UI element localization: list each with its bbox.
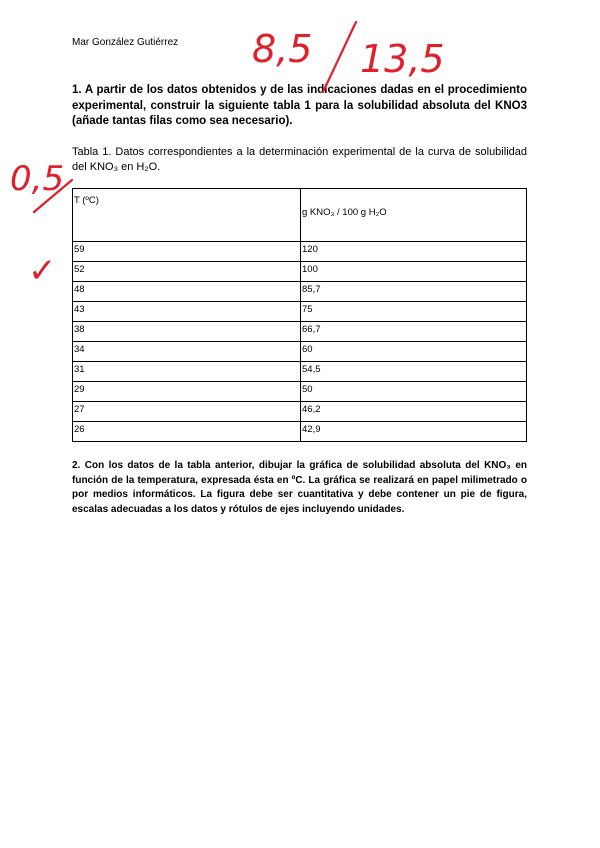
table-row xyxy=(73,382,527,402)
table-row xyxy=(73,262,527,282)
solubility-cell: 50 xyxy=(301,382,527,402)
checkmark-icon: ✓ xyxy=(28,251,57,291)
solubility-cell: 66,7 xyxy=(301,322,527,342)
temperature-cell: 59 xyxy=(73,242,301,262)
header-temperature: T (ºC) xyxy=(73,189,301,242)
solubility-cell: 60 xyxy=(301,342,527,362)
table-row xyxy=(73,402,527,422)
temperature-cell: 43 xyxy=(73,302,301,322)
author-name: Mar González Gutiérrez xyxy=(72,37,179,48)
partial-grade: 0,5 xyxy=(10,159,65,199)
solubility-cell: 85,7 xyxy=(301,282,527,302)
question-2: 2. Con los datos de la tabla anterior, dibujar la gráfica de solubilidad absoluta del KNO₃ en función de la temperatura, expresada ésta en ºC. La gráfica se realizará en papel milimetrado o por medios informáticos. La figura debe ser cuantitativa y debe contener un pie de figura, escalas adecuadas a los datos y rótulos de ejes incluyendo unidades. xyxy=(72,460,527,515)
grade-slash-stroke xyxy=(323,22,356,92)
total-grade-numerator: 8,5 xyxy=(252,27,313,71)
solubility-cell: 42,9 xyxy=(301,422,527,442)
table-row xyxy=(73,362,527,382)
table-row xyxy=(73,242,527,262)
table-row xyxy=(73,342,527,362)
table-row xyxy=(73,302,527,322)
temperature-cell: 31 xyxy=(73,362,301,382)
header-solubility xyxy=(301,189,527,242)
partial-grade-underline xyxy=(34,180,72,212)
table-header-row xyxy=(73,189,527,242)
table-row xyxy=(73,282,527,302)
solubility-table xyxy=(72,188,527,442)
total-grade-denominator: 13,5 xyxy=(360,37,445,81)
question-1: 1. A partir de los datos obtenidos y de las indicaciones dadas en el procedimiento experimental, construir la siguiente tabla 1 para la solubilidad absoluta del KNO3 (añade tantas filas como sea necesario). xyxy=(72,84,527,127)
table-row xyxy=(73,322,527,342)
temperature-cell: 38 xyxy=(73,322,301,342)
temperature-cell: 52 xyxy=(73,262,301,282)
temperature-cell: 48 xyxy=(73,282,301,302)
temperature-cell: 27 xyxy=(73,402,301,422)
solubility-cell: 120 xyxy=(301,242,527,262)
table-row xyxy=(73,422,527,442)
solubility-cell: 100 xyxy=(301,262,527,282)
temperature-cell: 26 xyxy=(73,422,301,442)
solubility-cell: 46,2 xyxy=(301,402,527,422)
table-caption: Tabla 1. Datos correspondientes a la determinación experimental de la curva de solubilidad del KNO₃ en H₂O. xyxy=(72,146,527,173)
temperature-cell: 34 xyxy=(73,342,301,362)
solubility-cell: 54,5 xyxy=(301,362,527,382)
header-solubility-label: g KNO₃ / 100 g H₂O xyxy=(302,207,387,218)
temperature-cell: 29 xyxy=(73,382,301,402)
solubility-cell: 75 xyxy=(301,302,527,322)
